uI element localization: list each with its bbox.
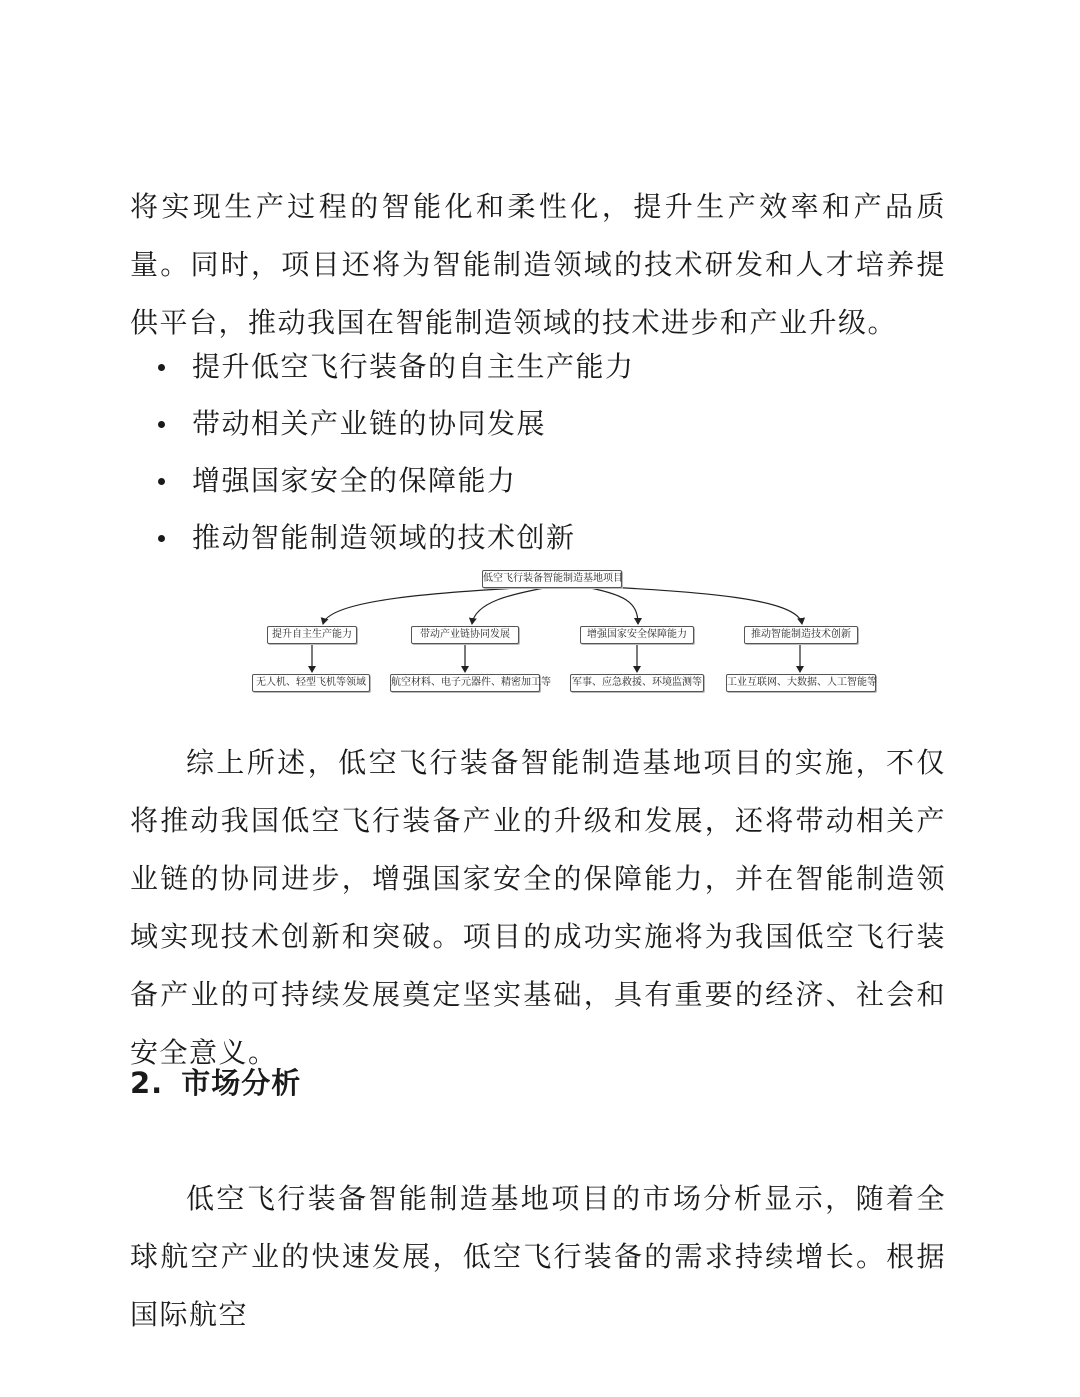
bullet-icon — [158, 364, 165, 371]
section-heading — [130, 1058, 301, 1108]
list-item-text: 带动相关产业链的协同发展 — [192, 407, 547, 440]
connector-root-branch-1 — [323, 586, 550, 624]
list-item — [130, 338, 946, 395]
diagram-leaf-node: 工业互联网、大数据、人工智能等 — [726, 674, 876, 692]
diagram-branch-node: 提升自主生产能力 — [267, 626, 357, 644]
project-tree-diagram — [250, 568, 890, 700]
diagram-branch-node: 增强国家安全保障能力 — [580, 626, 694, 644]
bullet-icon — [158, 535, 165, 542]
diagram-branch-node: 推动智能制造技术创新 — [744, 626, 858, 644]
diagram-leaf-node: 军事、应急救援、环境监测等 — [570, 674, 704, 692]
diagram-leaf-node: 航空材料、电子元器件、精密加工等 — [390, 674, 540, 692]
connector-root-branch-2 — [472, 586, 555, 624]
market-paragraph: 低空飞行装备智能制造基地项目的市场分析显示，随着全球航空产业的快速发展，低空飞行装备的需求持续增长。根据国际航空 — [130, 1182, 946, 1331]
connector-root-branch-4 — [590, 586, 802, 624]
list-item — [130, 395, 946, 452]
diagram-branch-node: 带动产业链协同发展 — [411, 626, 519, 644]
benefit-list — [130, 338, 946, 566]
intro-paragraph: 将实现生产过程的智能化和柔性化，提升生产效率和产品质量。同时，项目还将为智能制造领域的技术研发和人才培养提供平台，推动我国在智能制造领域的技术进步和产业升级。 — [130, 190, 946, 339]
diagram-root-node: 低空飞行装备智能制造基地项目 — [482, 570, 622, 588]
list-item — [130, 452, 946, 509]
list-item-text: 提升低空飞行装备的自主生产能力 — [192, 350, 635, 383]
list-item-text: 增强国家安全的保障能力 — [192, 464, 517, 497]
section-number: 2. — [130, 1066, 164, 1100]
summary-paragraph: 综上所述，低空飞行装备智能制造基地项目的实施，不仅将推动我国低空飞行装备产业的升级和发展，还将带动相关产业链的协同进步，增强国家安全的保障能力，并在智能制造领域实现技术创新和突破。项目的成功实施将为我国低空飞行装备产业的可持续发展奠定坚实基础，具有重要的经济、社会和安全意义。 — [130, 746, 946, 1069]
diagram-leaf-node: 无人机、轻型飞机等领域 — [252, 674, 370, 692]
bullet-icon — [158, 421, 165, 428]
list-item — [130, 509, 946, 566]
section-title: 市场分析 — [181, 1066, 302, 1100]
connector-root-branch-3 — [580, 586, 638, 624]
list-item-text: 推动智能制造领域的技术创新 — [192, 521, 576, 554]
bullet-icon — [158, 478, 165, 485]
